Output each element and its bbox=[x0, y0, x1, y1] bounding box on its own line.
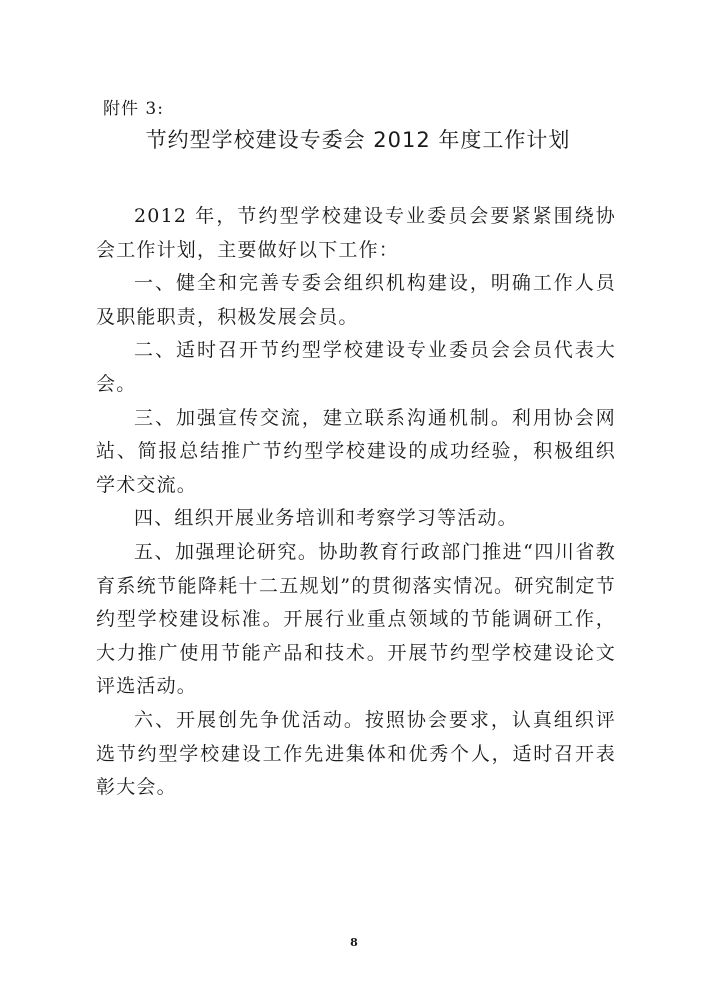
item-paragraph-5: 五、加强理论研究。协助教育行政部门推进“四川省教育系统节能降耗十二五规划”的贯彻落实情况。研究制定节约型学校建设标准。开展行业重点领域的节能调研工作，大力推广使用节能产品和技术。开展节约型学校建设论文评选活动。 bbox=[96, 540, 616, 698]
attachment-label: 附件 3: bbox=[103, 99, 164, 119]
item-paragraph-6: 六、开展创先争优活动。按照协会要求，认真组织评选节约型学校建设工作先进集体和优秀个人，适时召开表彰大会。 bbox=[96, 708, 616, 799]
document-body bbox=[96, 200, 616, 805]
item-paragraph-2: 二、适时召开节约型学校建设专业委员会会员代表大会。 bbox=[96, 339, 616, 395]
item-paragraph-3: 三、加强宣传交流，建立联系沟通机制。利用协会网站、简报总结推广节约型学校建设的成功经验，积极组织学术交流。 bbox=[96, 406, 616, 496]
intro-paragraph: 2012 年，节约型学校建设专业委员会要紧紧围绕协会工作计划，主要做好以下工作： bbox=[96, 205, 616, 261]
document-title: 节约型学校建设专委会 2012 年度工作计划 bbox=[145, 128, 571, 152]
page-number: 8 bbox=[350, 936, 358, 949]
item-paragraph-1: 一、健全和完善专委会组织机构建设，明确工作人员及职能职责，积极发展会员。 bbox=[96, 272, 616, 328]
item-paragraph-4: 四、组织开展业务培训和考察学习等活动。 bbox=[134, 507, 518, 530]
